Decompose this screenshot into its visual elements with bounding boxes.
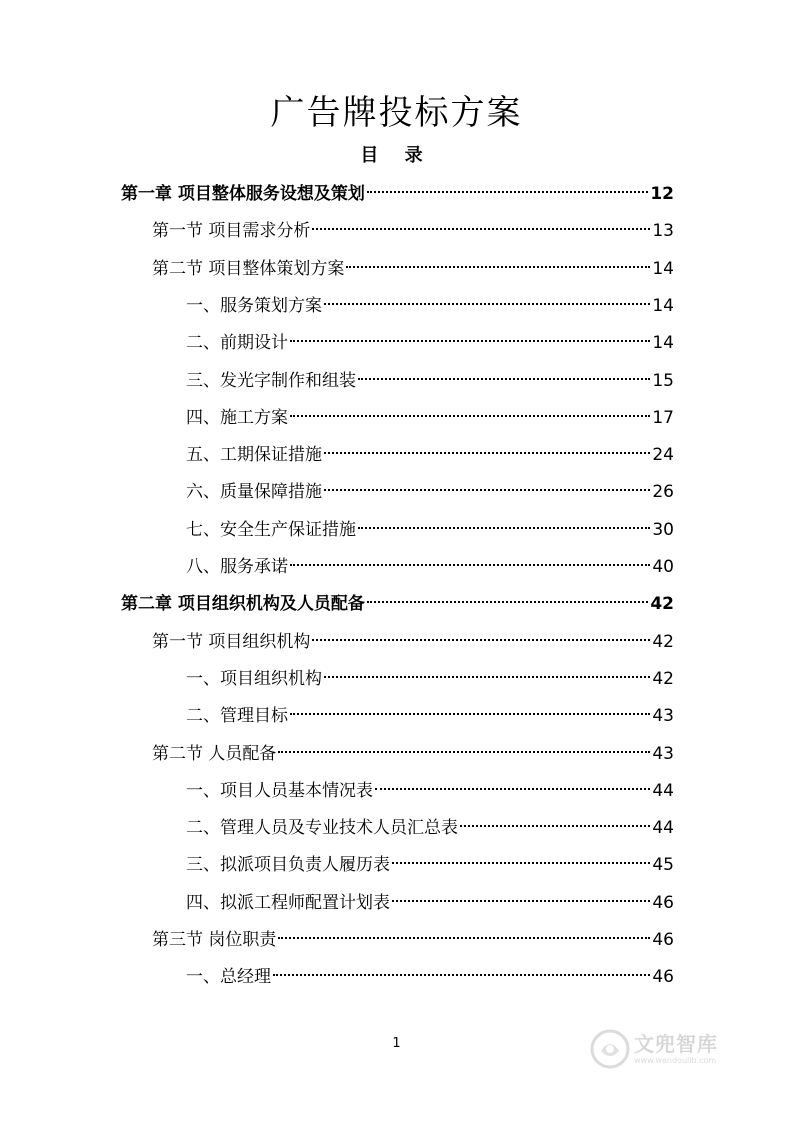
toc-dot-leader <box>392 862 650 864</box>
toc-entry-label: 一、项目组织机构 <box>186 668 322 689</box>
toc-entry-label: 第一章 项目整体服务设想及策划 <box>121 184 365 204</box>
toc-entry-label: 三、拟派项目负责人履历表 <box>186 855 390 876</box>
toc-entry-label: 第一节 项目需求分析 <box>152 221 311 242</box>
toc-dot-leader <box>290 564 650 566</box>
toc-entry-label: 四、施工方案 <box>186 407 288 428</box>
toc-entry-page: 24 <box>652 445 674 466</box>
toc-entry-page: 44 <box>652 780 674 801</box>
toc-entry-level-3[interactable] <box>186 400 674 437</box>
toc-entry-page: 12 <box>650 184 674 204</box>
watermark-url: www.wendoulib.com <box>634 1056 717 1065</box>
page-title: 广告牌投标方案 <box>270 93 523 133</box>
toc-dot-leader <box>312 639 650 641</box>
toc-entry-label: 第二节 人员配备 <box>152 743 277 764</box>
toc-entry-page: 43 <box>652 706 674 727</box>
toc-dot-leader <box>324 452 650 454</box>
wendou-logo-icon <box>590 1029 630 1069</box>
toc-dot-leader <box>290 340 650 342</box>
toc-entry-label: 八、服务承诺 <box>186 557 288 577</box>
toc-entry-level-2[interactable] <box>152 736 674 773</box>
watermark-text <box>634 1032 718 1066</box>
toc-entry-page: 13 <box>652 221 674 242</box>
toc-entry-level-2[interactable] <box>152 251 674 288</box>
toc-entry-page: 45 <box>652 855 674 876</box>
toc-entry-label: 第二章 项目组织机构及人员配备 <box>121 594 365 615</box>
toc-entry-label: 四、拟派工程师配置计划表 <box>186 892 390 913</box>
toc-dot-leader <box>312 228 650 230</box>
toc-dot-leader <box>346 266 650 268</box>
toc-entry-label: 七、安全生产保证措施 <box>186 519 356 540</box>
toc-entry-level-3[interactable] <box>186 325 674 362</box>
watermark-brand: 文兜智库 <box>634 1032 718 1056</box>
toc-entry-page: 30 <box>652 519 674 540</box>
toc-entry-label: 二、前期设计 <box>186 333 288 354</box>
toc-dot-leader <box>392 900 650 902</box>
toc-entry-page: 42 <box>652 631 674 652</box>
toc-entry-label: 第二节 项目整体策划方案 <box>152 258 345 279</box>
toc-dot-leader <box>375 788 650 790</box>
toc-entry-level-3[interactable] <box>186 810 674 847</box>
page-number: 1 <box>392 1036 401 1051</box>
toc-entry-page: 44 <box>652 818 674 839</box>
toc-entry-level-3[interactable] <box>186 773 674 810</box>
toc-dot-leader <box>290 415 650 417</box>
toc-dot-leader <box>278 937 650 939</box>
toc-dot-leader <box>324 489 650 491</box>
toc-dot-leader <box>290 713 650 715</box>
toc-entry-page: 14 <box>652 333 674 354</box>
toc-entry-page: 46 <box>652 930 674 950</box>
toc-entry-page: 43 <box>652 743 674 764</box>
toc-entry-level-1[interactable] <box>121 176 674 213</box>
toc-entry-page: 42 <box>650 594 674 615</box>
toc-entry-page: 26 <box>652 482 674 503</box>
toc-entry-level-3[interactable] <box>186 288 674 325</box>
toc-entry-level-3[interactable] <box>186 847 674 884</box>
toc-entry-page: 17 <box>652 407 674 428</box>
toc-dot-leader <box>324 676 650 678</box>
toc-dot-leader <box>358 378 650 380</box>
toc-entry-label: 一、总经理 <box>186 967 271 988</box>
toc-entry-label: 第一节 项目组织机构 <box>152 631 311 652</box>
toc-entry-level-3[interactable] <box>186 885 674 922</box>
toc-dot-leader <box>358 527 650 529</box>
toc-entry-level-3[interactable] <box>186 549 674 586</box>
toc-entry-page: 14 <box>652 295 674 316</box>
toc-dot-leader <box>460 825 650 827</box>
toc-entry-level-2[interactable] <box>152 624 674 661</box>
toc-entry-page: 42 <box>652 668 674 689</box>
toc-entry-page: 46 <box>652 967 674 988</box>
toc-entry-level-3[interactable] <box>186 661 674 698</box>
toc-entry-label: 二、管理目标 <box>186 706 288 727</box>
toc-entry-level-2[interactable] <box>152 213 674 250</box>
toc-dot-leader <box>324 303 650 305</box>
toc-entry-page: 46 <box>652 892 674 913</box>
toc-entry-page: 40 <box>652 557 674 577</box>
toc-dot-leader <box>273 974 650 976</box>
toc-dot-leader <box>278 751 650 753</box>
toc-entry-level-3[interactable] <box>186 363 674 400</box>
toc-entry-level-2[interactable] <box>152 922 674 959</box>
toc-entry-label: 第三节 岗位职责 <box>152 930 277 950</box>
toc-entry-label: 五、工期保证措施 <box>186 445 322 466</box>
toc-entry-level-3[interactable] <box>186 437 674 474</box>
watermark <box>590 1022 760 1076</box>
toc-entry-label: 六、质量保障措施 <box>186 482 322 503</box>
toc-entry-level-3[interactable] <box>186 474 674 511</box>
toc-entry-page: 14 <box>652 258 674 279</box>
toc-dot-leader <box>367 191 648 193</box>
toc-entry-label: 三、发光字制作和组装 <box>186 370 356 391</box>
toc-entry-page: 15 <box>652 370 674 391</box>
toc-entry-label: 一、项目人员基本情况表 <box>186 780 373 801</box>
toc-entry-label: 一、服务策划方案 <box>186 295 322 316</box>
toc-entry-level-3[interactable] <box>186 512 674 549</box>
toc-heading: 目 录 <box>360 145 433 166</box>
toc-entry-level-3[interactable] <box>186 959 674 996</box>
toc-entry-level-3[interactable] <box>186 698 674 735</box>
toc-entry-label: 二、管理人员及专业技术人员汇总表 <box>186 818 458 839</box>
toc-entry-level-1[interactable] <box>121 586 674 623</box>
toc-dot-leader <box>367 601 648 603</box>
